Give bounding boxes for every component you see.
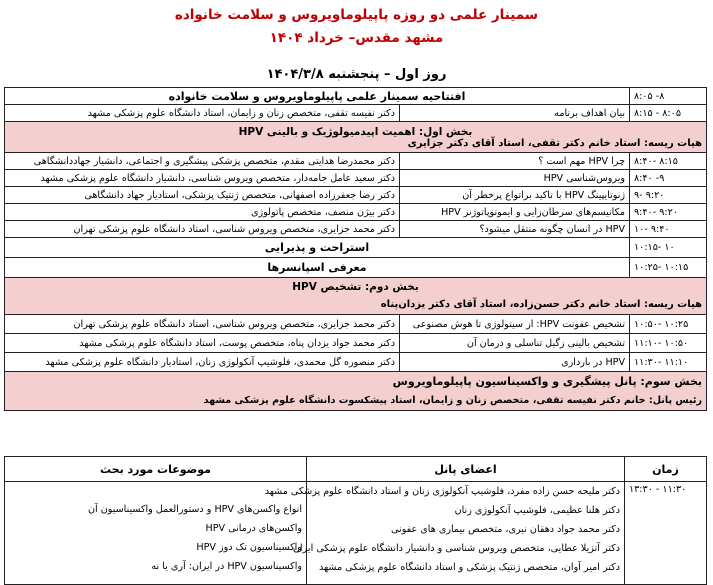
day-title: روز اول – پنجشنبه ۱۴۰۴/۳/۸ (266, 67, 447, 82)
panel-topic: واکسن‌های درمانی HPV (205, 523, 302, 534)
time-cell: ۹:۲۰ -۹:۴۰ (630, 204, 707, 221)
col-members-header: اعضای پانل (307, 457, 625, 482)
panel-members-cell (264, 482, 625, 585)
topic-cell: ویروس‌شناسی HPV (400, 170, 630, 187)
panel-member: دکتر محمد جواد دهقان نیری، متخصص بیماری های عفونی (391, 524, 620, 535)
panel-member: دکتر ملیحه حسن زاده مفرد، فلوشیپ آنکولوژی زنان و استاد دانشگاه علوم پزشکی مشهد (264, 486, 620, 497)
speaker-cell: دکتر منصوره گل محمدی، فلوشیپ آنکولوژی زنان، استادیار دانشگاه علوم پزشکی مشهد (5, 353, 400, 372)
speaker-cell: دکتر رضا جعفرزاده اصفهانی، متخصص ژنتیک پزشکی، استادیار جهاد دانشگاهی (5, 187, 400, 204)
panel-table (4, 456, 707, 585)
section3-header (5, 372, 707, 411)
topic-cell: مکانیسم‌های سرطان‌زایی و ایمونوپاتوژنز HPV (400, 204, 630, 221)
program-row (5, 204, 707, 221)
topic-cell: تشخیص عفونت HPV: از سیتولوژی تا هوش مصنوعی (400, 315, 630, 334)
program-row (5, 187, 707, 204)
panel-topic: انواع واکسن‌های HPV و دستورالعمل واکسیناسیون آن (87, 504, 302, 515)
section2-header (5, 278, 707, 315)
time-cell: ۸- ۸:۰۵ (630, 88, 707, 105)
panel-topics-cell (5, 482, 307, 585)
program-table (4, 87, 707, 411)
time-cell: ۸:۱۵ -۸:۴۰ (630, 153, 707, 170)
section1-panel: هیات ریسه: استاد خانم دکتر تقفی، استاد آقای دکتر جزایری (407, 137, 703, 149)
panel-time-cell: ۱۱:۳۰ - ۱۳:۳۰ (625, 482, 707, 585)
time-cell: ۱۰:۵۰ -۱۱:۱۰ (630, 334, 707, 353)
speaker-cell: دکتر نفیسه تقفی، متخصص زنان و زایمان، استاد دانشگاه علوم پزشکی مشهد (5, 105, 400, 122)
program-row (5, 334, 707, 353)
time-cell: ۹:۴۰ -۱۰ (630, 221, 707, 238)
topic-cell: تشخیص بالینی زگیل تناسلی و درمان آن (400, 334, 630, 353)
speaker-cell: دکتر محمد جزایری، متخصص ویروس شناسی، استاد دانشگاه علوم پزشکی تهران (5, 315, 400, 334)
time-cell: ۱۰:۲۵ -۱۰:۵۰ (630, 315, 707, 334)
section3-title: بخش سوم: پانل پیشگیری و واکسیناسیون پاپیلوماویروس (392, 375, 703, 388)
time-cell: ۱۰ -۱۰:۱۵ (630, 238, 707, 258)
topic-cell: ژنوتایپینگ HPV با تاکید براتواع پرخطر آن (400, 187, 630, 204)
section2-title: بخش دوم: تشخیص HPV (292, 281, 419, 293)
program-row-sponsors (5, 258, 707, 278)
speaker-cell: دکتر بیژن منصف، متخصص پاتولوژی (5, 204, 400, 221)
program-row (5, 221, 707, 238)
section1-header (5, 122, 707, 153)
speaker-cell: دکتر محمد جواد یزدان پناه، متخصص پوست، استاد دانشگاه علوم پزشکی مشهد (5, 334, 400, 353)
program-row (5, 170, 707, 187)
speaker-cell: دکتر سعید عامل جامه‌دار، متخصص ویروس شناسی، دانشیار دانشگاه علوم پزشکی مشهد (5, 170, 400, 187)
panel-member: دکتر هلنا عظیمی، فلوشیپ آنکولوژی زنان (454, 505, 620, 516)
topic-cell: HPV در انسان چگونه منتقل میشود؟ (400, 221, 630, 238)
panel-table-header (5, 457, 707, 482)
time-cell: ۱۱:۱۰ -۱۱:۳۰ (630, 353, 707, 372)
program-row (5, 353, 707, 372)
section2-panel: هیات ریسه: استاد خانم دکتر حسن‌زاده، استاد آقای دکتر یزدان‌پناه (380, 299, 703, 310)
panel-member: دکتر امیر آوان، متخصص ژنتیک پزشکی و استاد دانشگاه علوم پزشکی مشهد (318, 562, 620, 573)
time-cell: ۹:۲۰ -۹ (630, 187, 707, 204)
program-row-goals (5, 105, 707, 122)
program-row (5, 153, 707, 170)
sponsors-cell: معرفی اسپانسرها (5, 258, 630, 278)
topic-cell: چرا HPV مهم است ؟ (400, 153, 630, 170)
section1-title: بخش اول: اهمیت اپیدمیولوژیک و بالینی HPV (238, 125, 473, 138)
time-cell: ۱۰:۱۵ -۱۰:۲۵ (630, 258, 707, 278)
break-cell: استراحت و پذیرایی (5, 238, 630, 258)
speaker-cell: دکتر محمدرضا هدایتی مقدم، متخصص پزشکی پیشگیری و اجتماعی، دانشیار جهاددانشگاهی (5, 153, 400, 170)
seminar-title: سمینار علمی دو روزه پاپیلوماویروس و سلامت خانواده (174, 7, 539, 23)
panel-topic: واکسیناسیون HPV در ایران: آری یا نه (151, 561, 302, 572)
col-topics-header: موضوعات مورد بحث (5, 457, 307, 482)
section3-chair: رئیس پانل: خانم دکتر نفیسه تقفی، متخصص زنان و زایمان، استاد پیشکسوت دانشگاه علوم پزشکی مشهد (203, 395, 703, 406)
seminar-location-date: مشهد مقدس– خرداد ۱۴۰۴ (269, 30, 444, 46)
panel-member: دکتر آتزیلا عطایی، متخصص ویروس شناسی و دانشیار دانشگاه علوم پزشکی ایران (292, 543, 620, 554)
time-cell: ۹- ۸:۴۰ (630, 170, 707, 187)
program-row (5, 315, 707, 334)
panel-topic: واکسیناسیون تک دوز HPV (196, 542, 302, 553)
program-row-break (5, 238, 707, 258)
col-time-header: زمان (625, 457, 707, 482)
speaker-cell: دکتر محمد جزایری، متخصص ویروس شناسی، استاد دانشگاه علوم پزشکی تهران (5, 221, 400, 238)
program-row-opening (5, 88, 707, 105)
seminar-header (0, 4, 713, 50)
opening-cell: افتتاحیه سمینار علمی پاپیلوماویروس و سلامت خانواده (5, 88, 630, 105)
panel-table-body (5, 482, 707, 585)
time-cell: ۸:۰۵ - ۸:۱۵ (630, 105, 707, 122)
topic-cell: بیان اهداف برنامه (400, 105, 630, 122)
topic-cell: HPV در بارداری (400, 353, 630, 372)
